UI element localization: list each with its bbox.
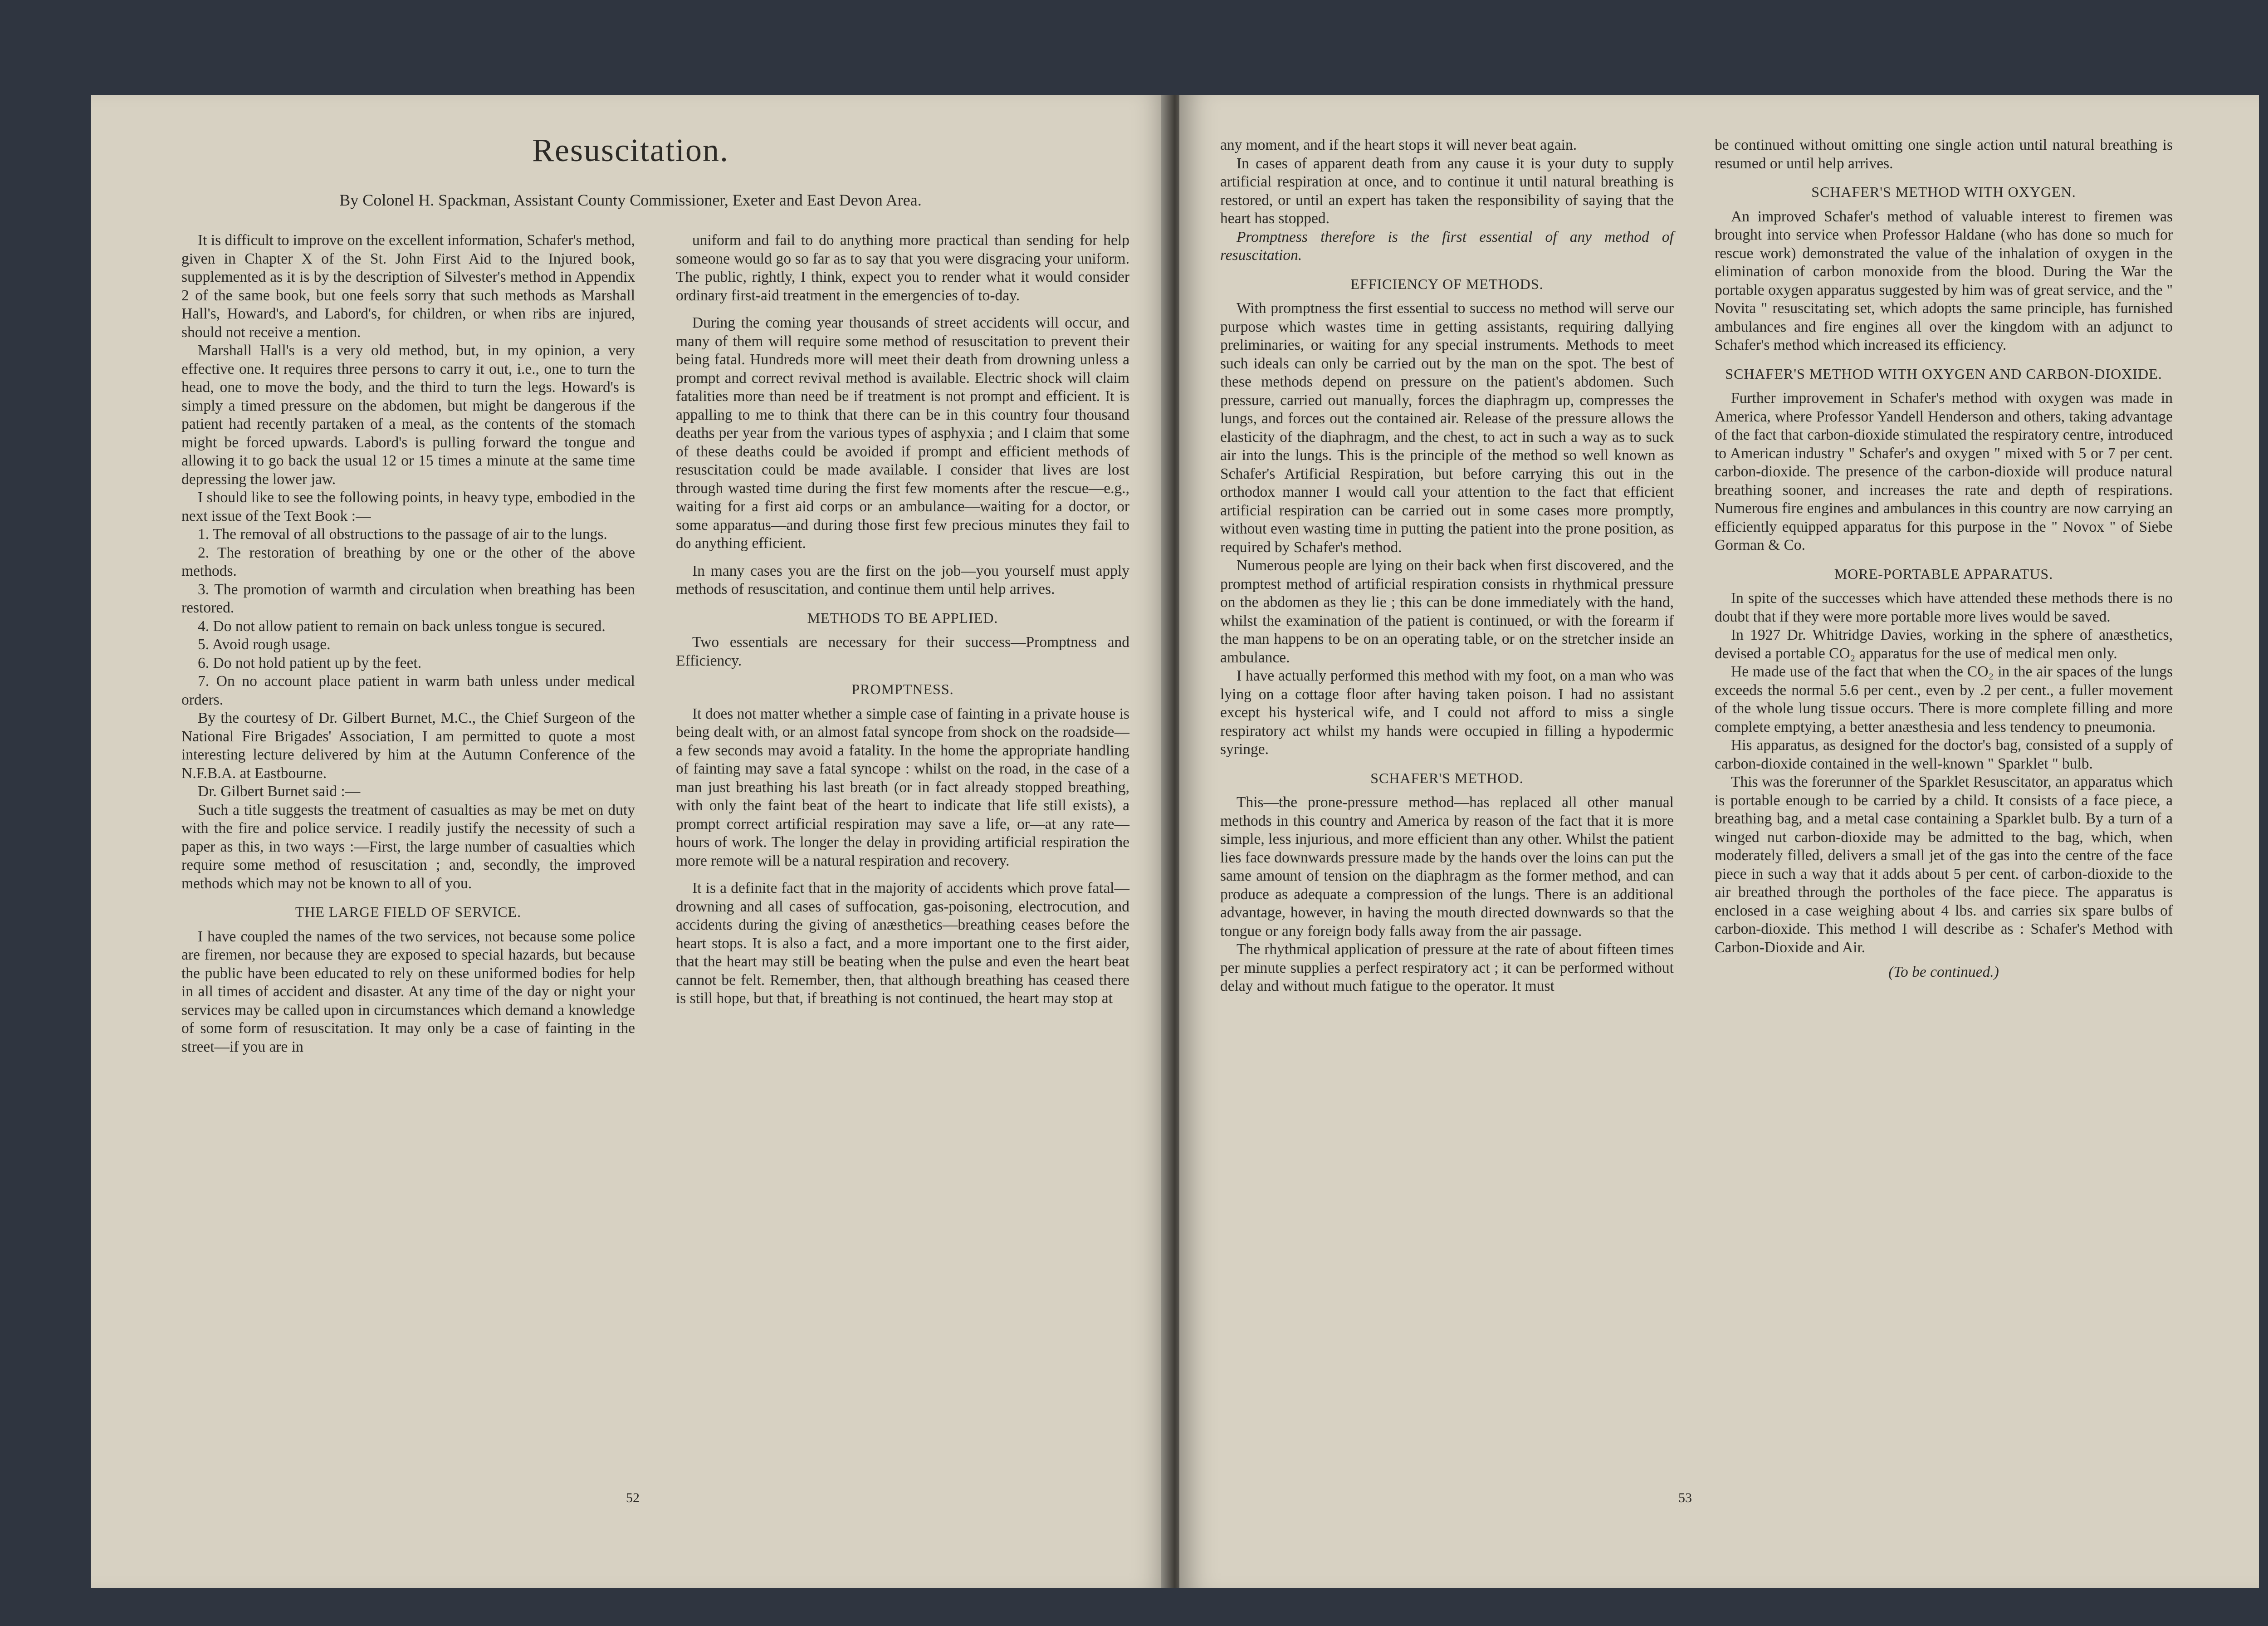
paragraph: Further improvement in Schafer's method with oxygen was made in America, where Professor Yandell Henderson and others, taking advantage of the fact that carbon-dioxide stimulated the respiratory centre, introduced to American industry " Schafer's and oxygen " mixed with 5 or 7 per cent. carbon-dioxide. The presence of the carbon-dioxide will produce natural breathing sooner, and increases the rate and depth of respirations. Numerous fire engines and ambulances in this country are now carrying an efficiently equipped apparatus for this purpose in the " Novox " of Siebe Gorman & Co. xyxy=(1715,390,2173,553)
paragraph: It does not matter whether a simple case of fainting in a private house is being dealt with, or an almost fatal syncope from shock on the roadside—a few seconds may avoid a fatality. In the home the appropriate handling of fainting may save a fatal syncope : whilst on the road, in the case of a man just breathing his last breath (or in fact already stopped breathing, with only the faint beat of the heart to indicate that life still exists), a prompt correct artificial respiration may save a life, or—at any rate—hours of work. The longer the delay in providing artificial respiration the more remote will be a natural respiration and recovery. xyxy=(676,705,1129,869)
paragraph: I have coupled the names of the two services, not because some police are firemen, nor because they are exposed to special hazards, but because the public have been educated to rely on these uniformed bodies for help in all times of accident and disaster. At any time of the day or night your services may be called upon in circumstances which demand a knowledge of some form of resuscitation. It may only be a case of fainting in the street—if you are in xyxy=(181,928,635,1055)
article-byline: By Colonel H. Spackman, Assistant County Commissioner, Exeter and East Devon Area. xyxy=(339,191,922,209)
paragraph: 4. Do not allow patient to remain on back unless tongue is secured. xyxy=(198,617,606,635)
paragraph: It is a definite fact that in the majority of accidents which prove fatal—drowning and all cases of suffocation, gas-poisoning, electrocution, and accidents during the giving of anæsthetics—breathing ceases before the heart stops. It is also a fact, and a more important one to the first aider, that the heart may still be beating when the pulse and even the heart beat cannot be felt. Remember, then, that although breathing has ceased there is still hope, but that, if breathing is not continued, the heart may stop at xyxy=(676,880,1129,1007)
paragraph: 3. The promotion of warmth and circulation when breathing has been restored. xyxy=(181,581,635,616)
paragraph: This was the forerunner of the Sparklet Resuscitator, an apparatus which is portable enough to be carried by a child. It consists of a face piece, a breathing bag, and a metal case containing a Sparklet bulb. By a turn of a winged nut carbon-dioxide may be admitted to the bag, which, when moderately filled, delivers a small jet of the gas into the centre of the face piece in such a way that it adds about 5 per cent. of carbon-dioxide to the air breathed through the portholes of the face piece. The apparatus is enclosed in a case weighing about 4 lbs. and carries six spare bulbs of carbon-dioxide. This method I will describe as : Schafer's Method with Carbon-Dioxide and Air. xyxy=(1715,774,2173,956)
paragraph: 1. The removal of all obstructions to the passage of air to the lungs. xyxy=(198,526,607,543)
left-page-column-1 xyxy=(181,231,635,1056)
paragraph: uniform and fail to do anything more practical than sending for help someone would go so far as to say that you were disgracing your uniform. The public, rightly, I think, expect you to render what it would consider ordinary first-aid treatment in the emergencies of to-day. xyxy=(676,232,1129,304)
paragraph: An improved Schafer's method of valuable interest to firemen was brought into service when Professor Haldane (who has done so much for rescue work) demonstrated the value of the inhalation of oxygen in the elimination of carbon monoxide from the blood. During the War the portable oxygen apparatus suggested by him was of great service, and the " Novita " resuscitating set, which adopts the same principle, has furnished ambulances and fire engines all over the kingdom with an adjunct to Schafer's method which increased its efficiency. xyxy=(1715,208,2173,353)
paragraph: 2. The restoration of breathing by one or the other of the above methods. xyxy=(181,544,635,579)
right-page-column-1 xyxy=(1220,136,1674,996)
left-page-column-2 xyxy=(676,231,1129,1008)
paragraph: Dr. Gilbert Burnet said :— xyxy=(198,783,361,800)
section-heading: THE LARGE FIELD OF SERVICE. xyxy=(295,904,522,920)
paragraph: I should like to see the following points, in heavy type, embodied in the next issue of the Text Book :— xyxy=(181,489,635,524)
paragraph: In 1927 Dr. Whitridge Davies, working in the sphere of anæsthetics, devised a portable CO₂ apparatus for the use of medical men only. xyxy=(1715,627,2173,662)
paragraph: By the courtesy of Dr. Gilbert Burnet, M.C., the Chief Surgeon of the National Fire Brigades' Association, I am permitted to quote a most interesting lecture delivered by him at the Autumn Conference of the N.F.B.A. at Eastbourne. xyxy=(181,710,635,782)
paragraph: In many cases you are the first on the job—you yourself must apply methods of resuscitation, and continue them until help arrives. xyxy=(676,562,1129,598)
paragraph: any moment, and if the heart stops it will never beat again. xyxy=(1220,137,1577,153)
left-page-number: 52 xyxy=(626,1490,640,1505)
section-heading: SCHAFER'S METHOD WITH OXYGEN AND CARBON-DIOXIDE. xyxy=(1725,365,2162,382)
paragraph: He made use of the fact that when the CO₂ in the air spaces of the lungs exceeds the normal 5.6 per cent., even by .2 per cent., a fuller movement of the whole lung tissue occurs. There is more complete filling and more complete emptying, a better anæsthesia and less tendency to pneumonia. xyxy=(1715,663,2173,735)
paragraph: In cases of apparent death from any cause it is your duty to supply artificial respiration at once, and to continue it until natural breathing is restored, or until an expert has taken the responsibility of saying that the heart has stopped. xyxy=(1220,155,1674,227)
paragraph: Numerous people are lying on their back when first discovered, and the promptest method of artificial respiration consists in rhythmical pressure on the abdomen as they lie ; this can be done immediately with the hand, whilst the examination of the patient is continued, or with the forearm if the man happens to be on an operating table, or on the stretcher inside an ambulance. xyxy=(1220,557,1674,666)
paragraph: The rhythmical application of pressure at the rate of about fifteen times per minute supplies a perfect respiratory act ; it can be performed without delay and without much fatigue to the operator. It must xyxy=(1220,941,1674,994)
left-page xyxy=(91,95,1170,1588)
right-page-number: 53 xyxy=(1678,1490,1692,1505)
section-heading: MORE-PORTABLE APPARATUS. xyxy=(1834,565,2053,582)
article-title: Resuscitation. xyxy=(532,132,729,168)
section-heading: PROMPTNESS. xyxy=(851,681,954,697)
paragraph: It is difficult to improve on the excellent information, Schafer's method, given in Chapter X of the St. John First Aid to the Injured book, supplemented as it is by the description of Silvester's method in Appendix 2 of the same book, but one feels sorry that such methods as Marshall Hall's, Howard's, and Labord's, for children, or when ribs are injured, should not receive a mention. xyxy=(181,232,635,341)
paragraph: In spite of the successes which have attended these methods there is no doubt that if they were more portable more lives would be saved. xyxy=(1715,590,2173,625)
paragraph: Marshall Hall's is a very old method, but, in my opinion, a very effective one. It requires three persons to carry it out, i.e., one to turn the head, one to move the body, and the third to turn the legs. Howard's is simply a timed pressure on the abdomen, but might be dangerous if the patient had recently partaken of a meal, as the contents of the stomach might be forced upwards. Labord's is pulling forward the tongue and allowing it to go back the usual 12 or 15 times a minute at the same time depressing the lower jaw. xyxy=(181,342,635,488)
paragraph: 5. Avoid rough usage. xyxy=(198,636,331,653)
paragraph: 7. On no account place patient in warm bath unless under medical orders. xyxy=(181,673,635,708)
paragraph: This—the prone-pressure method—has replaced all other manual methods in this country and America by reason of the fact that it is more simple, less injurious, and more efficient than any other. Whilst the patient lies face downwards pressure made by the hands over the loins can put the same amount of tension on the diaphragm as the former method, and can produce as adequate a compression of the lungs. There is an additional advantage, however, in having the mouth directed downwards so that the tongue or any foreign body falls away from the air passage. xyxy=(1220,794,1674,940)
paragraph: I have actually performed this method with my foot, on a man who was lying on a cottage floor after having taken poison. I had no assistant except his hysterical wife, and I could not afford to miss a single respiratory act whilst my hands were occupied in filling a hypodermic syringe. xyxy=(1220,667,1674,758)
section-heading: EFFICIENCY OF METHODS. xyxy=(1350,275,1544,292)
paragraph: Such a title suggests the treatment of casualties as may be met on duty with the fire and police service. I readily justify the necessity of such a paper as this, in two ways :—First, the large number of casualties which require some method of resuscitation ; and, secondly, the improved methods which may not be known to all of you. xyxy=(181,801,635,892)
right-page xyxy=(1179,95,2259,1588)
paragraph: Two essentials are necessary for their success—Promptness and Efficiency. xyxy=(676,634,1129,669)
paragraph: be continued without omitting one single action until natural breathing is resumed or until help arrives. xyxy=(1715,137,2173,172)
section-heading: SCHAFER'S METHOD. xyxy=(1370,769,1524,786)
section-heading: METHODS TO BE APPLIED. xyxy=(807,609,998,626)
paragraph: With promptness the first essential to success no method will serve our purpose which wastes time in getting assistants, requiring dallying preliminaries, or waiting for any special instruments. Methods to meet such ideals can only be carried out by the man on the spot. The best of these methods depend on pressure on the patient's abdomen. Such pressure, carried out manually, forces the diaphragm up, compresses the lungs, and forces out the contained air. Release of the pressure allows the elasticity of the diaphragm, and the chest, to act in such a way as to suck air into the lungs. This is the principle of the method so well known as Schafer's Artificial Respiration, but before carrying this out in the orthodox manner I would call your attention to the fact that efficient artificial respiration can be carried out in some cases more promptly, without even wasting time in putting the patient into the prone position, as required by Schafer's method. xyxy=(1220,300,1674,556)
continuation-note: (To be continued.) xyxy=(1888,964,1999,980)
paragraph: Promptness therefore is the first essential of any method of resuscitation. xyxy=(1220,228,1674,264)
paragraph: During the coming year thousands of street accidents will occur, and many of them will require some method of resuscitation to prevent their being fatal. Hundreds more will meet their death from drowning unless a prompt and correct revival method is available. Electric shock will claim fatalities more than need be if treatment is not prompt and efficient. It is appalling to me to think that there can be in this country four thousand deaths per year from the various types of asphyxia ; and I claim that some of these deaths could be avoided if prompt and efficient methods of resuscitation could be made available. I consider that lives are lost through wasted time during the first few moments after the rescue—e.g., waiting for a first aid corps or an ambulance—waiting for a doctor, or some apparatus—and during those first few precious minutes they fail to do anything efficient. xyxy=(676,314,1129,552)
paragraph: His apparatus, as designed for the doctor's bag, consisted of a supply of carbon-dioxide contained in the well-known " Sparklet " bulb. xyxy=(1715,737,2173,772)
right-page-column-2 xyxy=(1715,136,2173,982)
section-heading: SCHAFER'S METHOD WITH OXYGEN. xyxy=(1811,184,2076,200)
paragraph: 6. Do not hold patient up by the feet. xyxy=(198,654,422,671)
